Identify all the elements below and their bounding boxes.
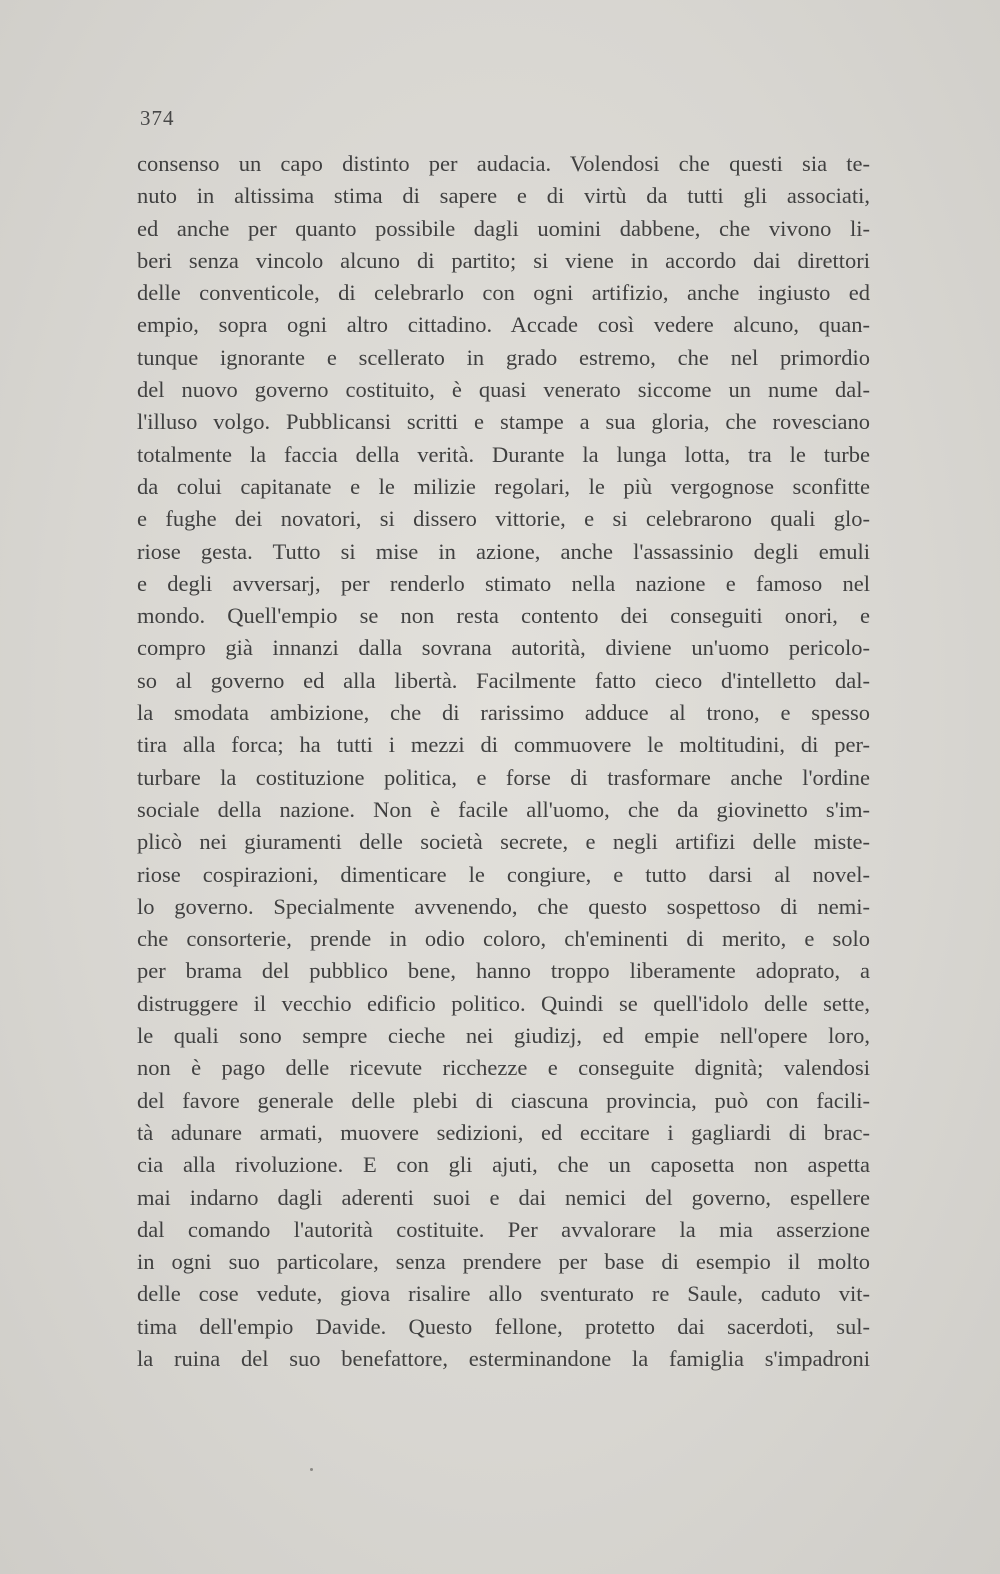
text-line: delle conventicole, di celebrarlo con ogni artifizio, anche ingiusto ed — [137, 280, 870, 306]
text-line: la smodata ambizione, che di rarissimo adduce al trono, e spesso — [137, 700, 870, 726]
text-line: compro già innanzi dalla sovrana autorità, diviene un'uomo pericolo- — [137, 635, 870, 661]
text-line: consenso un capo distinto per audacia. Volendosi che questi sia te- — [137, 151, 870, 176]
text-line: che consorterie, prende in odio coloro, ch'eminenti di merito, e solo — [137, 926, 870, 952]
text-line: del nuovo governo costituito, è quasi venerato siccome un nume dal- — [137, 377, 870, 403]
text-line: ed anche per quanto possibile dagli uomini dabbene, che vivono li- — [137, 215, 870, 241]
text-line: sociale della nazione. Non è facile all'uomo, che da giovinetto s'im- — [137, 796, 870, 822]
text-line: tima dell'empio Davide. Questo fellone, protetto dai sacerdoti, sul- — [137, 1313, 870, 1339]
text-line: distruggere il vecchio edificio politico. Quindi se quell'idolo delle sette, — [137, 990, 870, 1016]
text-line: l'illuso volgo. Pubblicansi scritti e stampe a sua gloria, che rovesciano — [137, 409, 870, 435]
text-line: e fughe dei novatori, si dissero vittorie, e si celebrarono quali glo- — [137, 506, 870, 532]
text-line: turbare la costituzione politica, e forse di trasformare anche l'ordine — [137, 764, 870, 790]
text-line: in ogni suo particolare, senza prendere per base di esempio il molto — [137, 1249, 870, 1275]
text-line: cia alla rivoluzione. E con gli ajuti, che un caposetta non aspetta — [137, 1152, 870, 1178]
text-line: riose cospirazioni, dimenticare le congiure, e tutto darsi al novel- — [137, 861, 870, 887]
text-line: la ruina del suo benefattore, esterminandone la famiglia s'impadroni — [137, 1345, 870, 1371]
text-line: e degli avversarj, per renderlo stimato nella nazione e famoso nel — [137, 570, 870, 596]
text-line: delle cose vedute, giova risalire allo sventurato re Saule, caduto vit- — [137, 1281, 870, 1307]
text-line: tà adunare armati, muovere sedizioni, ed eccitare i gagliardi di brac- — [137, 1119, 870, 1145]
text-line: so al governo ed alla libertà. Facilmente fatto cieco d'intelletto dal- — [137, 667, 870, 693]
text-line: nuto in altissima stima di sapere e di virtù da tutti gli associati, — [137, 183, 870, 209]
text-line: mondo. Quell'empio se non resta contento dei conseguiti onori, e — [137, 603, 870, 629]
text-line: riose gesta. Tutto si mise in azione, anche l'assassinio degli emuli — [137, 538, 870, 564]
text-line: mai indarno dagli aderenti suoi e dai nemici del governo, espellere — [137, 1184, 870, 1210]
text-line: lo governo. Specialmente avvenendo, che questo sospettoso di nemi- — [137, 893, 870, 919]
body-text — [137, 148, 870, 1375]
text-line: empio, sopra ogni altro cittadino. Accade così vedere alcuno, quan- — [137, 312, 870, 338]
text-line: dal comando l'autorità costituite. Per avvalorare la mia asserzione — [137, 1216, 870, 1242]
text-line: da colui capitanate e le milizie regolari, le più vergognose sconfitte — [137, 473, 870, 499]
text-line: beri senza vincolo alcuno di partito; si viene in accordo dai direttori — [137, 247, 870, 273]
text-line: tunque ignorante e scellerato in grado estremo, che nel primordio — [137, 344, 870, 370]
text-line: le quali sono sempre cieche nei giudizj, ed empie nell'opere loro, — [137, 1023, 870, 1049]
text-line: totalmente la faccia della verità. Durante la lunga lotta, tra le turbe — [137, 441, 870, 467]
text-line: del favore generale delle plebi di ciascuna provincia, può con facili- — [137, 1087, 870, 1113]
paper-speck — [310, 1468, 313, 1471]
text-line: tira alla forca; ha tutti i mezzi di commuovere le moltitudini, di per- — [137, 732, 870, 758]
text-line: per brama del pubblico bene, hanno troppo liberamente adoprato, a — [137, 958, 870, 984]
page-number: 374 — [140, 106, 175, 130]
text-line: non è pago delle ricevute ricchezze e conseguite dignità; valendosi — [137, 1055, 870, 1081]
text-line: plicò nei giuramenti delle società secrete, e negli artifizi delle miste- — [137, 829, 870, 855]
